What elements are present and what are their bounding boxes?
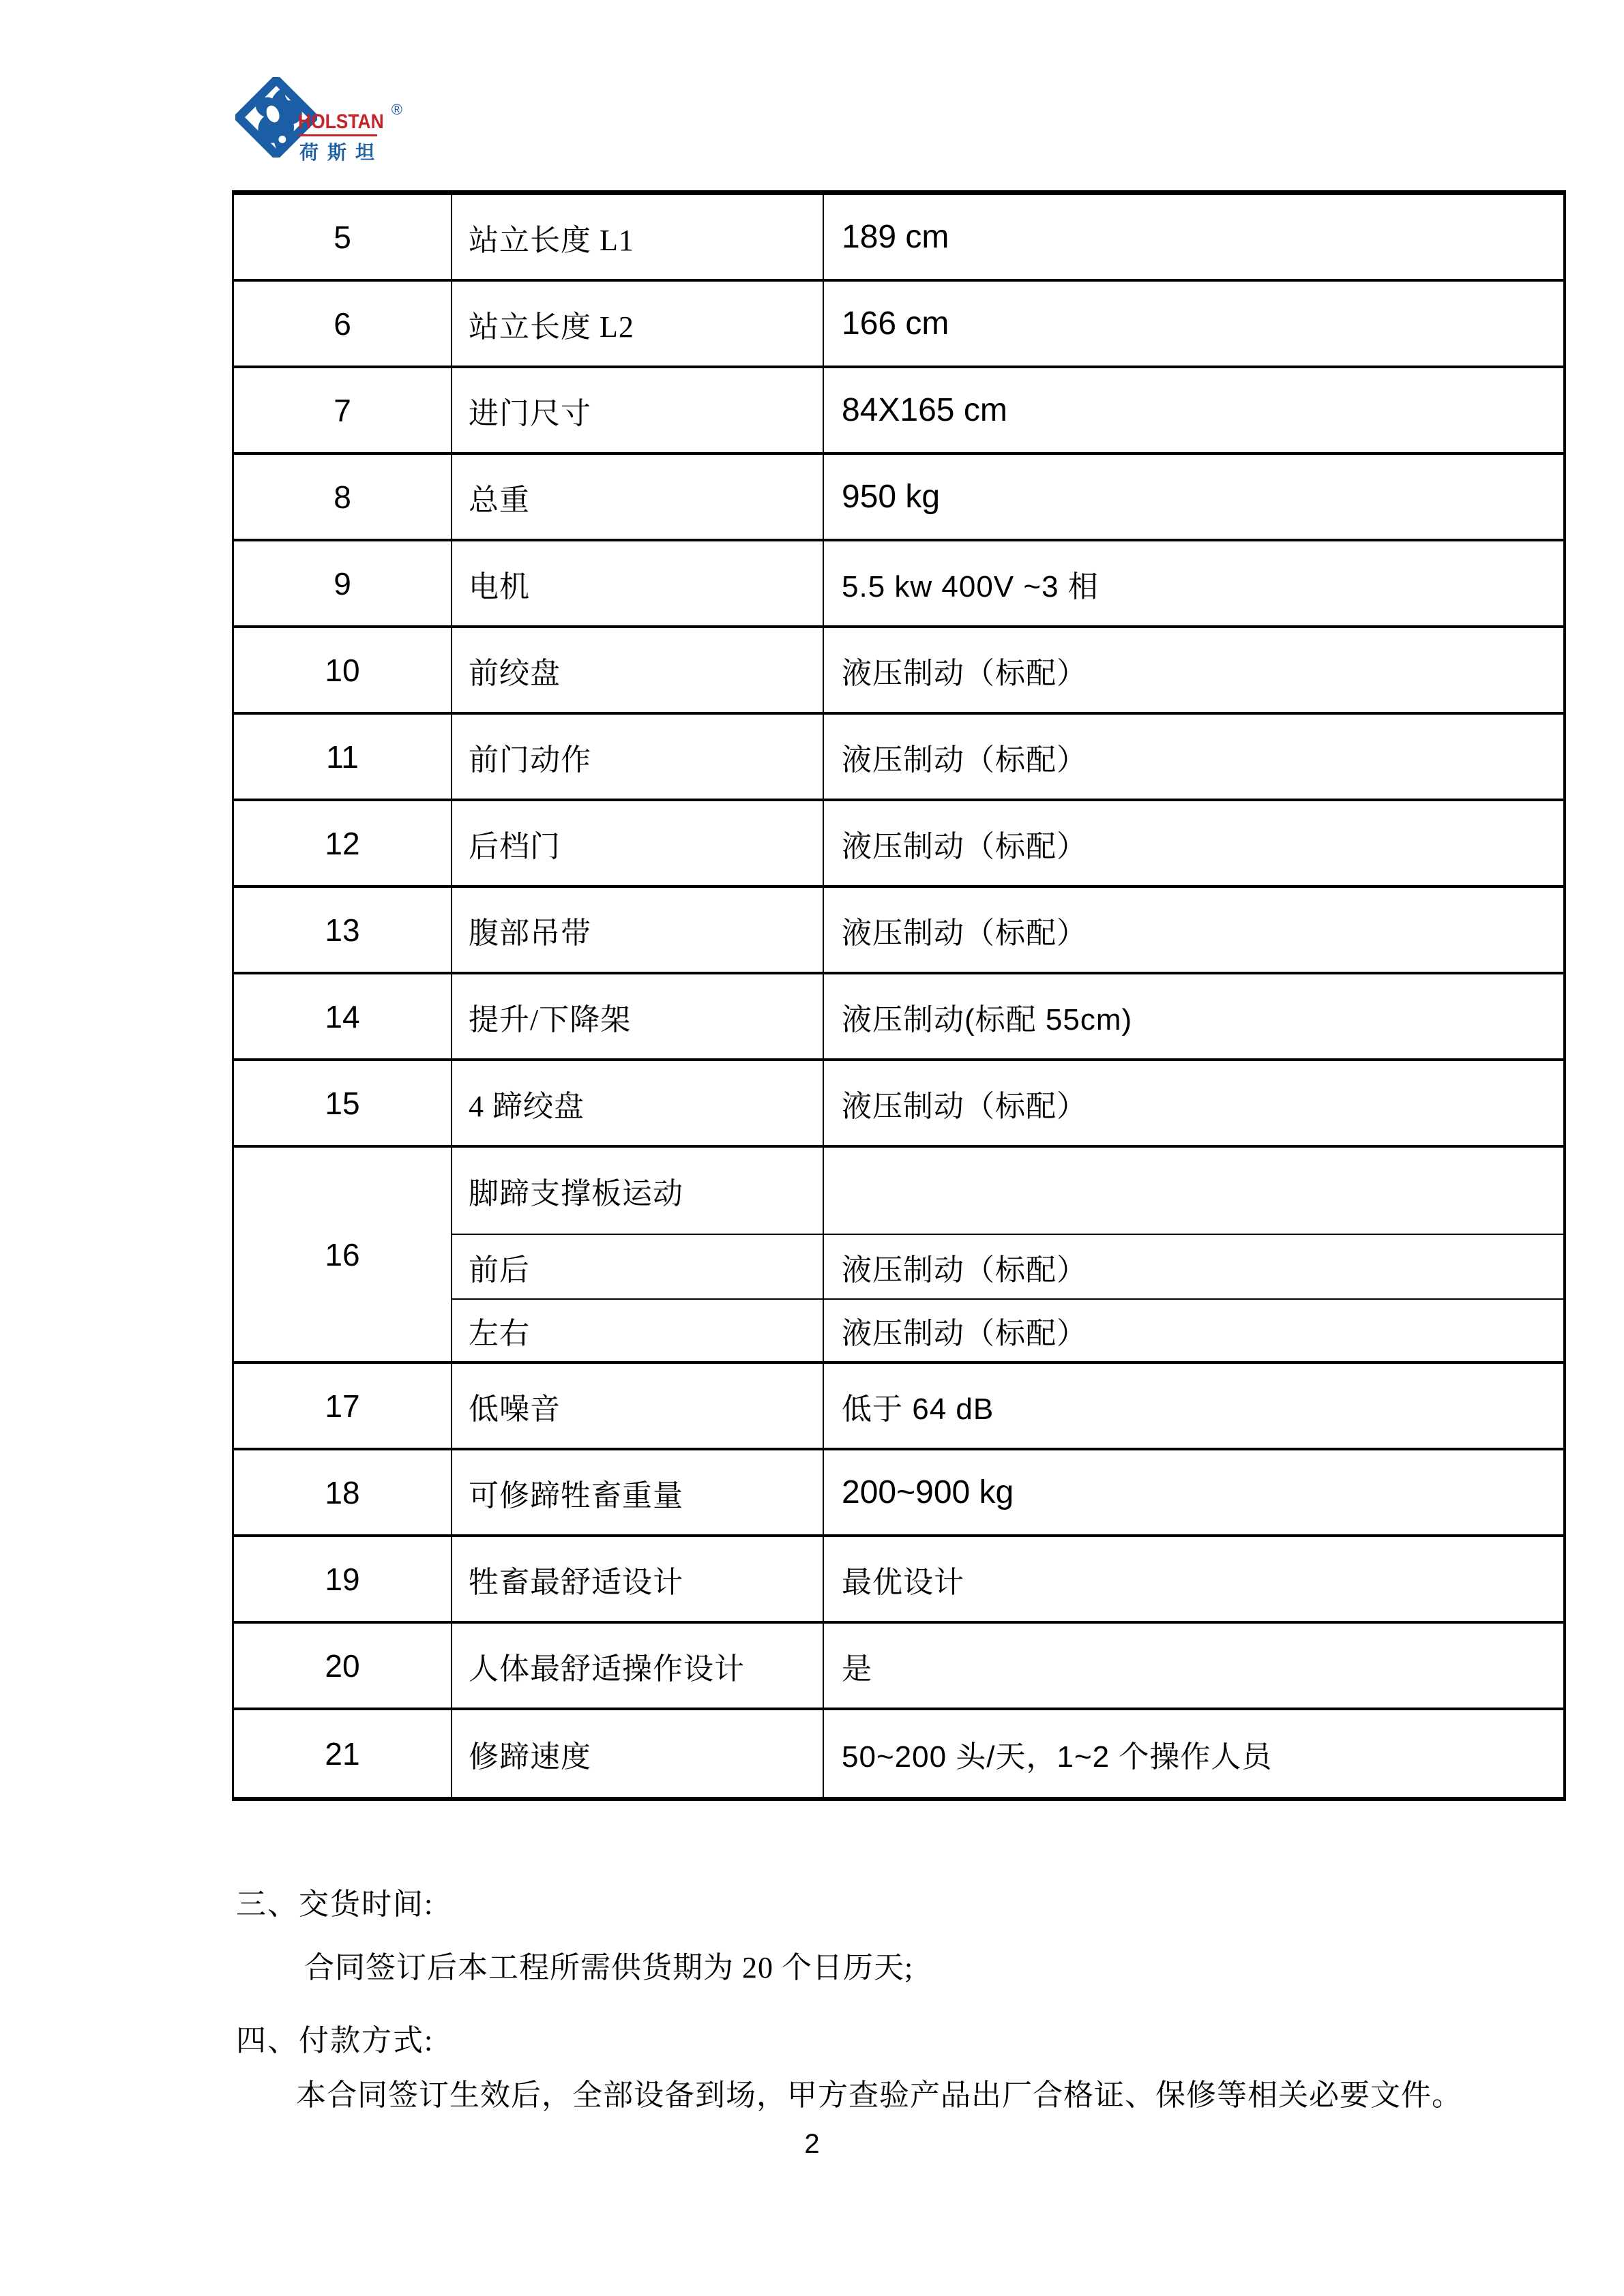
row-value-cell: 84X165 cm [842, 392, 1007, 428]
table-row [234, 368, 1563, 455]
row-value-cell: 液压制动（标配） [842, 1089, 1087, 1123]
subrow-value-cell: 液压制动（标配） [842, 1253, 1087, 1287]
section-body-payment: 本合同签订生效后，全部设备到场，甲方查验产品出厂合格证、保修等相关必要文件。 [296, 2078, 1462, 2112]
table-subrow [452, 1300, 1563, 1361]
brand-name-en: HOLSTAN [298, 110, 384, 133]
row-label-cell: 人体最舒适操作设计 [452, 1624, 824, 1708]
row-label-cell: 腹部吊带 [452, 888, 824, 972]
row-label-cell: 前绞盘 [452, 628, 824, 712]
subrow-label-cell: 左右 [452, 1300, 824, 1361]
subrow-label-cell: 前后 [452, 1235, 824, 1298]
section-heading-delivery: 三、交货时间: [236, 1888, 434, 1921]
section-body-delivery: 合同签订后本工程所需供货期为 20 个日历天; [304, 1951, 914, 1984]
row-label-cell: 4 蹄绞盘 [452, 1061, 824, 1145]
row-number-cell: 20 [234, 1624, 452, 1708]
row-number-cell: 8 [234, 455, 452, 539]
brand-name-zh: 荷斯坦 [299, 143, 384, 164]
row-value-cell: 最优设计 [842, 1565, 964, 1599]
row-value-cell: 50~200 头/天，1~2 个操作人员 [842, 1740, 1273, 1774]
table-row [234, 715, 1563, 801]
row-number-cell: 14 [234, 974, 452, 1058]
row-number-cell: 17 [234, 1364, 452, 1448]
row-number-cell: 10 [234, 628, 452, 712]
row-value-cell: 液压制动(标配 55cm) [842, 1002, 1133, 1037]
table-row [234, 1364, 1563, 1450]
table-row-group-16 [234, 1148, 1563, 1364]
table-subrow [452, 1235, 1563, 1300]
table-row [234, 195, 1563, 282]
row-number-cell: 12 [234, 801, 452, 885]
subrow-value-cell: 液压制动（标配） [842, 1317, 1087, 1350]
registered-trademark-icon: ® [391, 101, 402, 118]
row-number-cell: 9 [234, 541, 452, 625]
row-number-cell: 5 [234, 195, 452, 279]
section-heading-payment: 四、付款方式: [236, 2024, 434, 2057]
subrow-value-cell [824, 1148, 1563, 1234]
table-row [234, 888, 1563, 974]
row-value-cell: 液压制动（标配） [842, 656, 1087, 690]
row-label-cell: 前门动作 [452, 715, 824, 799]
row-value-cell: 950 kg [842, 479, 941, 515]
row-number-cell: 6 [234, 282, 452, 366]
row-label-cell: 提升/下降架 [452, 974, 824, 1058]
table-row [234, 455, 1563, 541]
subrow-label-cell: 脚蹄支撑板运动 [452, 1148, 824, 1234]
row-value-cell: 液压制动（标配） [842, 829, 1087, 863]
row-number-cell: 11 [234, 715, 452, 799]
row-label-cell: 牲畜最舒适设计 [452, 1537, 824, 1621]
table-row [234, 628, 1563, 715]
table-row [234, 1061, 1563, 1148]
page-number: 2 [804, 2129, 820, 2159]
row-value-cell: 5.5 kw 400V ~3 相 [842, 569, 1099, 603]
row-label-cell: 修蹄速度 [452, 1710, 824, 1797]
row-value-cell: 200~900 kg [842, 1474, 1014, 1510]
row-label-cell: 总重 [452, 455, 824, 539]
row-number-cell: 19 [234, 1537, 452, 1621]
row-value-cell: 189 cm [842, 219, 949, 255]
row-value-cell: 低于 64 dB [842, 1392, 994, 1426]
row-label-cell: 进门尺寸 [452, 368, 824, 452]
row-label-cell: 后档门 [452, 801, 824, 885]
row-number-cell: 7 [234, 368, 452, 452]
row-label-cell: 站立长度 L1 [452, 195, 824, 279]
row-value-cell: 166 cm [842, 305, 949, 342]
table-row [234, 1450, 1563, 1537]
table-row [234, 1624, 1563, 1710]
row-label-cell: 可修蹄牲畜重量 [452, 1450, 824, 1534]
row-label-cell: 电机 [452, 541, 824, 625]
table-row [234, 974, 1563, 1061]
row-value-cell: 液压制动（标配） [842, 916, 1087, 950]
row-number-cell: 18 [234, 1450, 452, 1534]
table-row [234, 282, 1563, 368]
row-number-cell: 21 [234, 1710, 452, 1797]
row16-subrows [452, 1148, 1563, 1361]
row-label-cell: 站立长度 L2 [452, 282, 824, 366]
logo-underline [298, 134, 377, 136]
table-subrow [452, 1148, 1563, 1235]
row-value-cell: 液压制动（标配） [842, 743, 1087, 777]
row-number-cell: 15 [234, 1061, 452, 1145]
spec-table [232, 190, 1566, 1801]
row-value-cell: 是 [842, 1652, 872, 1686]
row-number-cell: 13 [234, 888, 452, 972]
row-label-cell: 低噪音 [452, 1364, 824, 1448]
holstan-logo [232, 67, 402, 169]
row-number-cell: 16 [234, 1148, 452, 1361]
table-row [234, 541, 1563, 628]
table-row [234, 1710, 1563, 1797]
table-row [234, 1537, 1563, 1624]
table-row [234, 801, 1563, 888]
